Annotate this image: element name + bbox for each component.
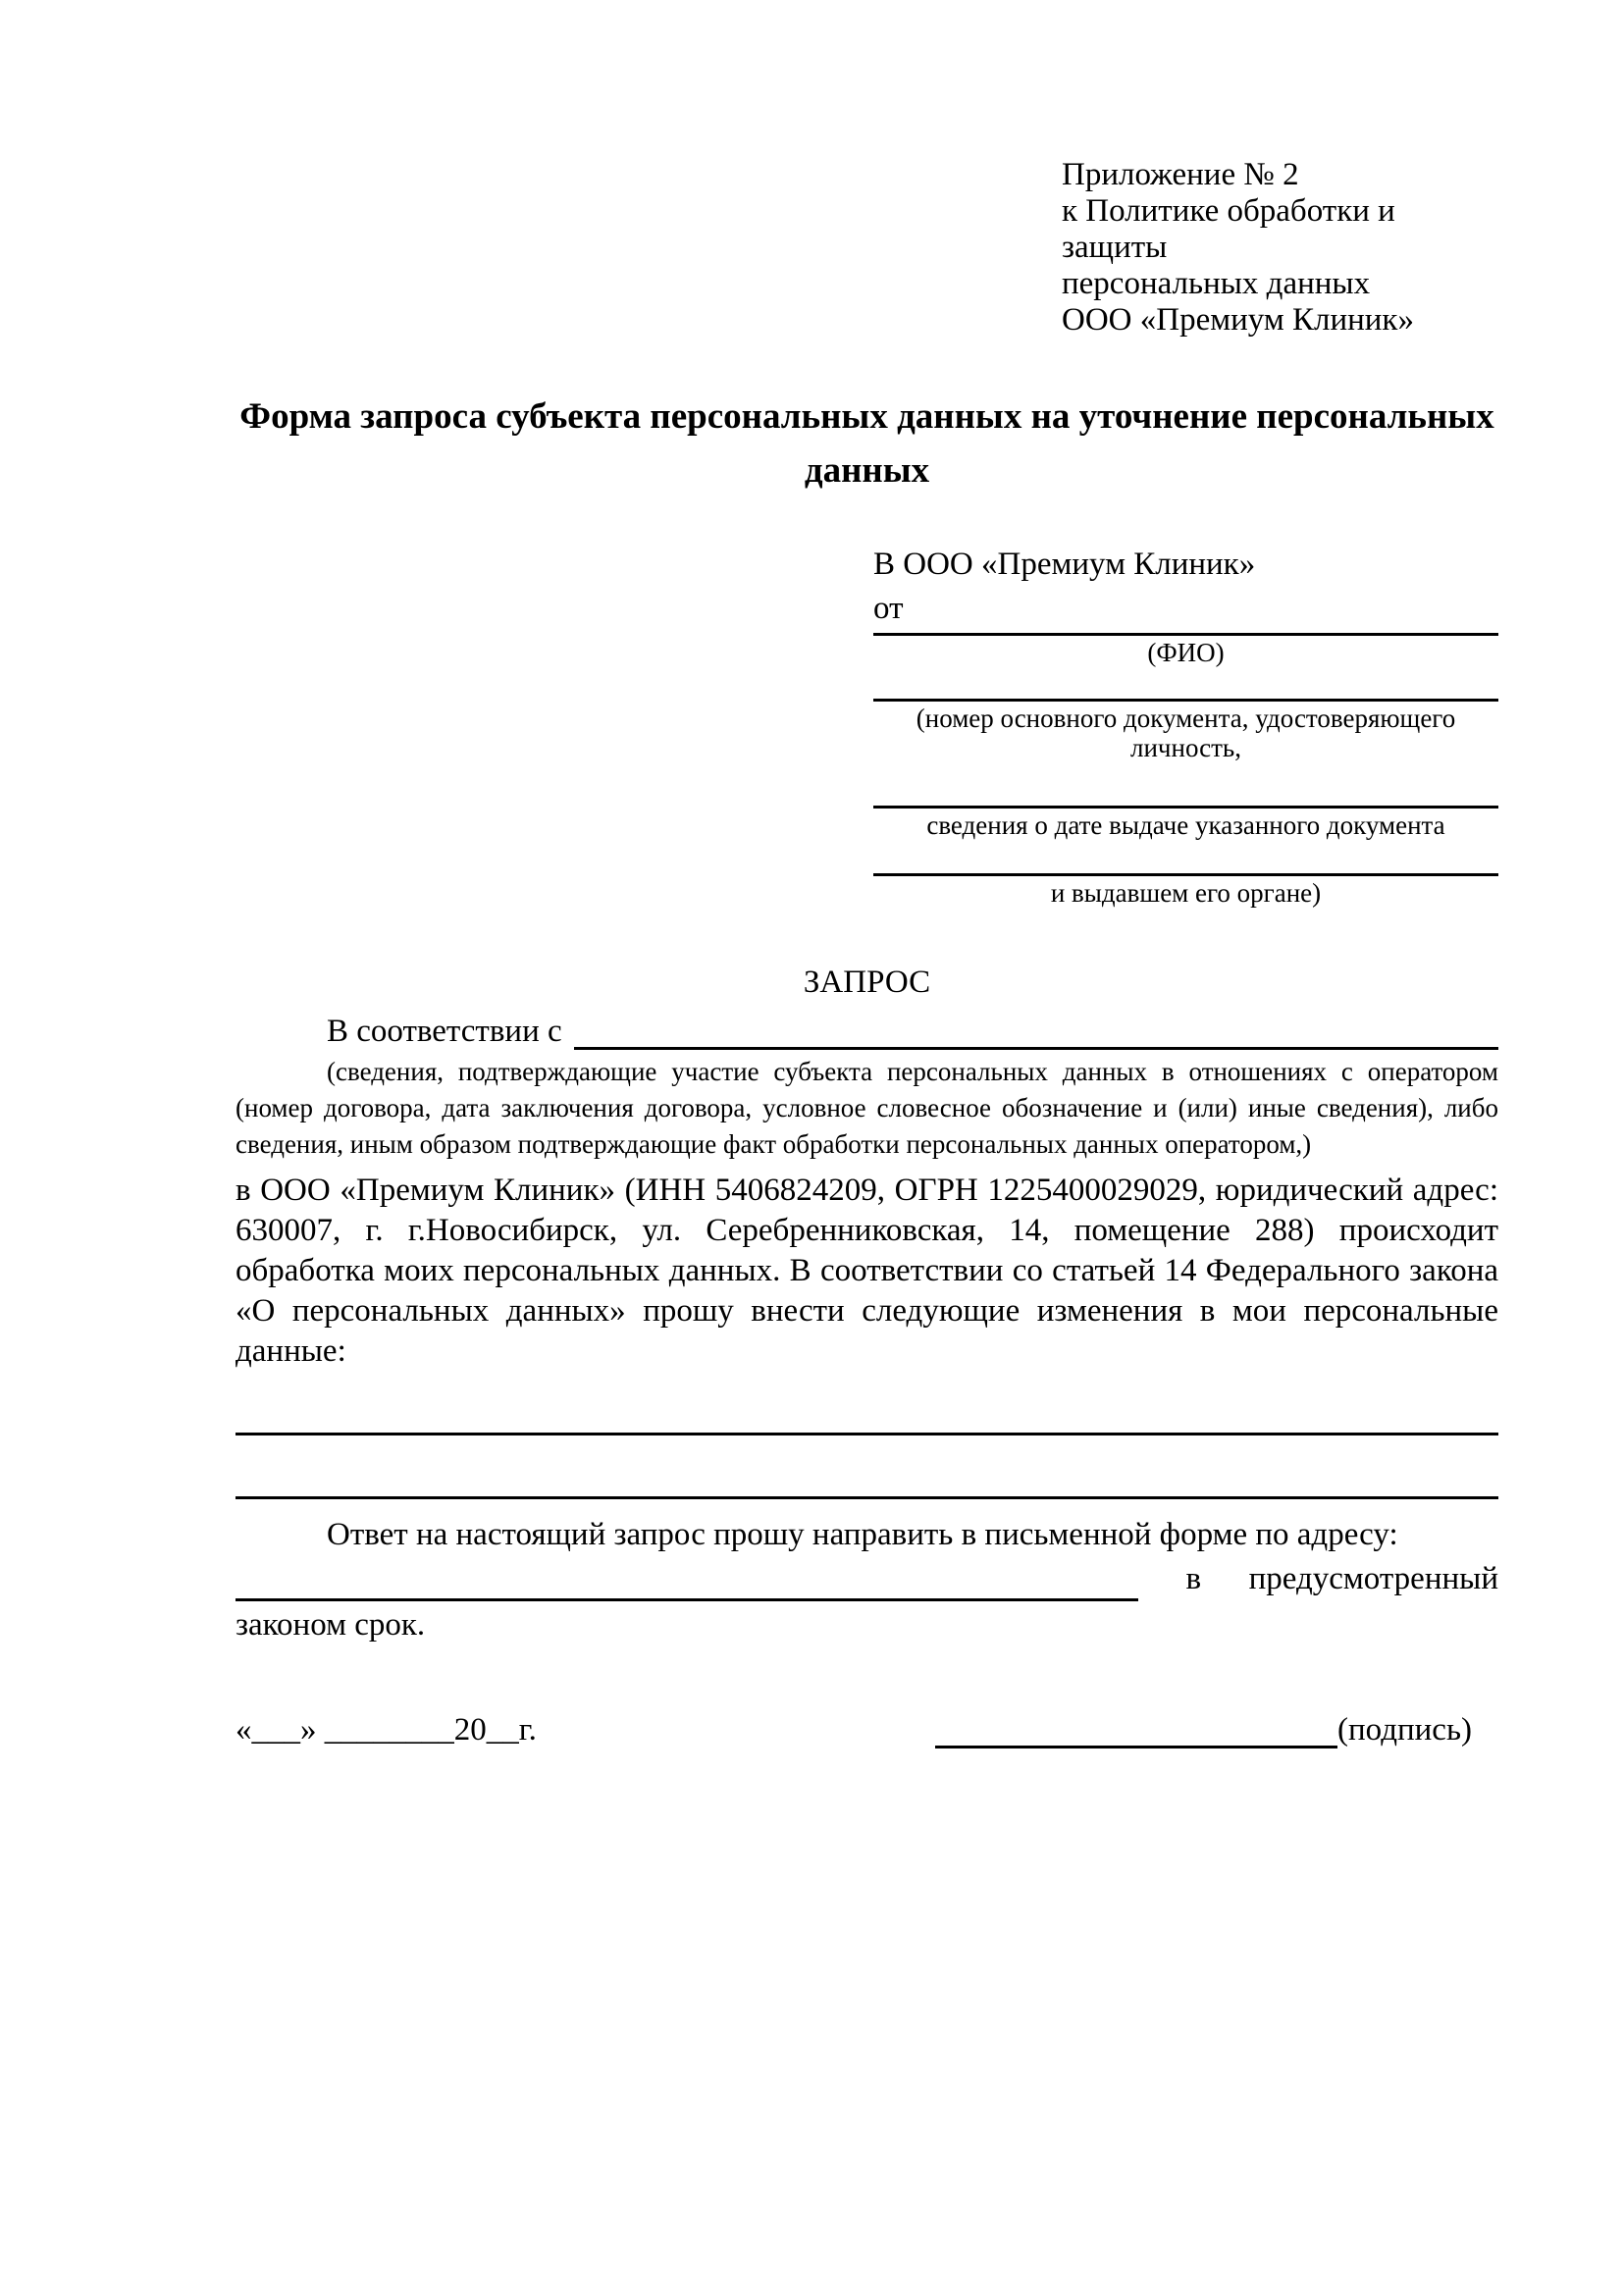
changes-blank-line-1[interactable]	[236, 1372, 1498, 1435]
appendix-line: Приложение № 2	[1062, 157, 1299, 192]
reply-line-2	[236, 1557, 1498, 1601]
issue-date-caption: сведения о дате выдаче указанного документа	[926, 810, 1445, 840]
intro-footnote: (сведения, подтверждающие участие субъекта персональных данных в отношениях с оператором (номер договора, дата заключения договора, условное словесное обозначение и (или) иные сведения), либо сведения, иным образом подтверждающие факт обработки персональных данных оператором,)	[236, 1057, 1498, 1159]
addressee-from-label: от	[873, 591, 904, 626]
reply-paragraph	[236, 1513, 1498, 1647]
issue-date-blank-field[interactable]	[873, 762, 1498, 809]
appendix-line: к Политике обработки и защиты	[1062, 193, 1395, 265]
reply-word-v: в	[1185, 1561, 1202, 1596]
document-title: Форма запроса субъекта персональных данных на уточнение персональных данных	[239, 396, 1494, 491]
addressee-to: В ООО «Премиум Клиник»	[873, 547, 1256, 582]
reply-line-3: законом срок.	[236, 1607, 426, 1643]
intro-prefix: В соответствии с	[327, 1014, 562, 1049]
changes-blank-line-2[interactable]	[236, 1435, 1498, 1499]
document-number-blank-field[interactable]	[873, 667, 1498, 702]
document-number-caption: (номер основного документа, удостоверяющего личность,	[916, 704, 1456, 762]
footer-row	[236, 1704, 1498, 1748]
signature-blank-field[interactable]	[935, 1704, 1337, 1748]
intro-row	[236, 1008, 1498, 1050]
date-blank-field[interactable]: «___» ________20__г.	[236, 1712, 537, 1748]
request-body: в ООО «Премиум Клиник» (ИНН 5406824209, ОГРН 1225400029029, юридический адрес: 630007, г. г.Новосибирск, ул. Серебренниковская, 14, помещение 288) происходит обработка моих персональных данных. В соответствии со статьей 14 Федерального закона «О персональных данных» прошу внести следующие изменения в мои персональные данные:	[236, 1173, 1498, 1369]
fio-blank-field[interactable]	[873, 631, 1498, 636]
issuing-authority-caption: и выдавшем его органе)	[1050, 878, 1322, 908]
request-heading: ЗАПРОС	[803, 965, 931, 1000]
issuing-authority-blank-field[interactable]	[873, 840, 1498, 876]
fio-caption: (ФИО)	[1147, 638, 1225, 667]
reply-address-blank-field[interactable]	[236, 1557, 1138, 1601]
reply-line-1: Ответ на настоящий запрос прошу направить в письменной форме по адресу:	[327, 1517, 1398, 1552]
reply-word-predusmotrennyi: предусмотренный	[1248, 1561, 1498, 1596]
appendix-reference	[1062, 157, 1498, 339]
addressee-block	[873, 543, 1498, 908]
appendix-line: персональных данных	[1062, 266, 1371, 301]
signature-caption: (подпись)	[1337, 1712, 1472, 1748]
basis-blank-field[interactable]	[574, 1008, 1498, 1050]
signature-group	[935, 1704, 1472, 1748]
appendix-line: ООО «Премиум Клиник»	[1062, 302, 1414, 338]
